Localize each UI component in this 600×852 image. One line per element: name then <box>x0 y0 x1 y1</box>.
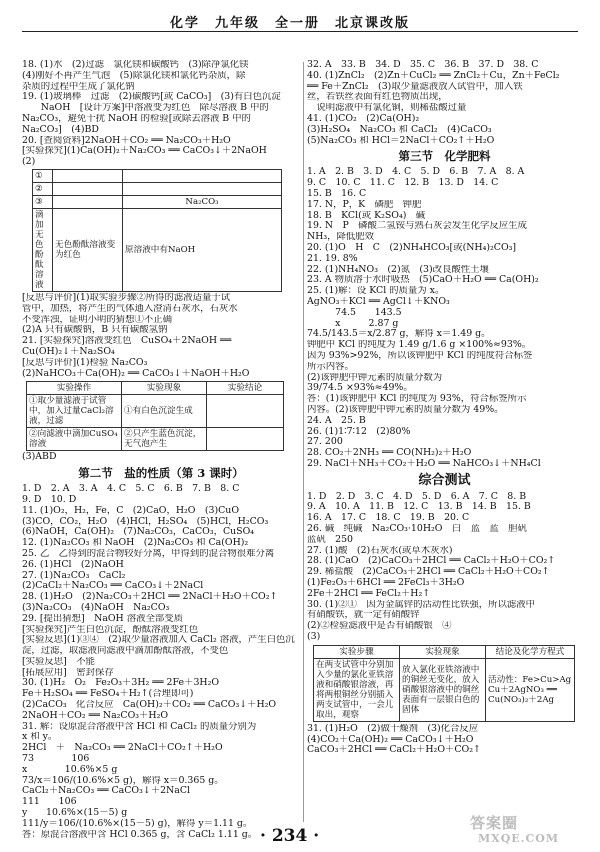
answer-line: 答：原混合溶液中含 HCl 0.365 g，含 CaCl₂ 1.11 g。 <box>22 829 258 840</box>
answer-line: [实验探究]产生白色沉淀，酚酞溶液变红色 <box>22 624 199 635</box>
header-rule <box>22 31 578 32</box>
answer-line: (2)该钾肥中钾元素的质量分数为 <box>307 372 443 383</box>
answer-line: 32. A 33. B 34. D 35. C 36. B 37. D 38. C <box>307 60 539 70</box>
answer-line: [反思与评价](1)检验 Na₂CO₃ <box>22 357 148 368</box>
answer-line: 21. [实验探究]溶液变红色 CuSO₄＋2NaOH ══ <box>22 336 232 347</box>
table-cell: ①有白色沉淀生成 <box>122 395 207 428</box>
table-cell: 原溶液中有NaOH <box>123 208 282 291</box>
right-bottom-block <box>307 492 582 643</box>
table-cell: 活动性：Fe>Cu>Ag Cu＋2AgNO₃ ══ Cu(NO₃)₂＋2Ag <box>486 658 575 721</box>
answer-line: 15. B 16. C <box>307 188 367 199</box>
answer-table-21 <box>26 381 284 451</box>
answer-line: 所示内容。 <box>307 361 354 372</box>
table-header: 结论及化学方程式 <box>486 645 575 658</box>
answer-line: (3)ABD <box>22 452 57 463</box>
answer-line: 28. CO₂＋2NH₃ ══ CO(NH₂)₂＋H₂O <box>307 448 472 459</box>
answer-line: 74.5/143.5＝x/2.87 g，解得 x＝1.49 g。 <box>307 329 491 340</box>
table-cell: Na₂CO₃ <box>123 195 282 208</box>
section-title: 第三节 化学肥料 <box>398 149 491 164</box>
answer-line: 111/y＝106/(10.6%×(15－5) g)，解得 y＝1.11 g。 <box>22 818 253 829</box>
answer-line: 73/x＝106/(10.6%×5 g)，解得 x＝0.365 g。 <box>22 775 224 786</box>
left-top-block <box>22 60 300 168</box>
answer-line: [实验反思](1)③④ (2)取少量溶液加入 CaCl₂ 溶液，产生白色沉 <box>22 635 295 646</box>
answer-line: Fe＋H₂SO₄ ══ FeSO₄＋H₂↑(合理即可) <box>22 689 194 700</box>
answer-line: 丝，若铁丝表面有红色物质出现， <box>307 92 448 103</box>
answer-line: 说明滤液中有氯化铜，则稀盐酸过量 <box>307 103 467 114</box>
answer-line: 73 106 <box>22 754 90 765</box>
table-cell: ②向滤液中滴加CuSO₄溶液 <box>27 428 122 451</box>
answer-line: 1. A 2. B 3. D 4. C 5. D 6. B 7. A 8. A <box>307 167 525 178</box>
table-cell <box>207 395 284 428</box>
watermark-logo: 答案圈 <box>470 814 519 832</box>
answer-line: 18. B KCl(或 K₂SO₄) 碱 <box>307 210 426 221</box>
answer-line: (1)Fe₂O₃＋6HCl ══ 2FeCl₃＋3H₂O <box>307 578 465 589</box>
right-top-block <box>307 60 582 146</box>
table-cell: ①取少量滤液于试管中，加入过量CaCl₂溶液，过滤 <box>27 395 122 428</box>
answer-line: (4)刚好不再产生气泡 (5)除氯化镁和氯化钙杂质，除 <box>22 70 246 81</box>
left-bottom-block <box>22 484 300 840</box>
table-cell: ③ <box>33 195 53 208</box>
answer-line: x 10.6%×5 g <box>22 764 118 775</box>
answer-line: 管中，加热，将产生的气体通入澄清石灰水，石灰水 <box>22 303 238 314</box>
answer-line: 40. (1)ZnCl₂ (2)Zn＋CuCl₂ ══ ZnCl₂＋Cu，Zn＋FeCl₂ <box>307 70 560 81</box>
answer-line: 19. (1)玻璃棒 过滤 (2)碳酸钙[或 CaCO₃] (3)有白色沉淀 <box>22 92 281 103</box>
answer-line: ══ Fe＋ZnCl₂ (3)取少量滤液放入试管中，加入铁 <box>307 81 523 92</box>
answer-line: 9. C 10. C 11. C 12. B 13. D 14. C <box>307 178 499 189</box>
table-cell: ① <box>33 169 53 182</box>
answer-line: 1. D 2. D 3. C 4. D 5. D 6. A 7. C 8. B <box>307 491 527 502</box>
answer-table-30 <box>313 645 580 722</box>
table-cell <box>53 195 123 208</box>
answer-line: CaCl₂＋Na₂CO₃ ══ CaCO₃↓＋2NaCl <box>22 786 191 797</box>
answer-line: 29. NaCl＋NH₃＋CO₂＋H₂O ══ NaHCO₃↓＋NH₄Cl <box>307 458 541 469</box>
answer-line: 27. (1)酸 (2)石灰水(或草木灰水) <box>307 545 453 556</box>
right-end-block <box>307 724 582 756</box>
answer-line: (2)A 只有碳酸钠，B 只有碳酸氢钠 <box>22 325 168 336</box>
answer-line: 答：(1)该钾肥中 KCl 的纯度为 93%，符合标签所示 <box>307 394 527 405</box>
answer-line: 20. [查阅资料]2NaOH＋CO₂ ══ Na₂CO₃＋H₂O <box>22 135 231 146</box>
answer-line: AgNO₃＋KCl ══ AgCl↓＋KNO₃ <box>307 296 450 307</box>
answer-line: (3)Na₂CO₃ (4)NaOH Na₂CO₃ <box>22 602 170 613</box>
column-divider <box>303 62 304 822</box>
answer-line: 有硝酸铁，就一定有硝酸锌 <box>307 610 420 621</box>
answer-line: 19. N P 磷酸二氢铵与熟石灰会发生化学反应生成 <box>307 221 527 232</box>
answer-line: 28. (1)CaO (2)CaCO₃＋2HCl ══ CaCl₂＋H₂O＋CO₂↑ <box>307 556 556 567</box>
answer-line: Na₂CO₃，避免干扰 NaOH 的检验[或除去溶液 B 中的 <box>22 113 251 124</box>
page-number: · 234 · <box>260 826 320 846</box>
table-cell: 无色酚酞溶液变为红色 <box>53 208 123 291</box>
page-header <box>0 8 600 32</box>
answer-line: (2)CaCO₃ 化合反应 Ca(OH)₂＋CO₂ ══ CaCO₃↓＋H₂O <box>22 700 277 711</box>
answer-line: 29. 稀盐酸 (2)CaCO₃＋2HCl ══ CaCl₂＋H₂O＋CO₂↑ <box>307 567 550 578</box>
answer-line: 27. 200 <box>307 437 343 448</box>
watermark-url: MXQE.COM <box>478 832 560 845</box>
answer-line: 淀，过滤，取滤液向滤液中滴加酚酞溶液，不变色 <box>22 646 229 657</box>
table-cell <box>123 169 282 182</box>
answer-line: 12. (1)Na₂CO₃ 和 NaOH (2)Na₂CO₃ 和 Ca(OH)₂ <box>22 538 249 549</box>
table-cell: 在两支试管中分别加入少量的氯化亚铁溶液和硝酸银溶液，再将两根铜丝分别插入两支试管中，一会儿取出，观察 <box>314 658 400 721</box>
answer-line: 钾肥中 KCl 的纯度为 1.49 g/1.6 g ×100%≈93%。 <box>307 340 532 351</box>
answer-line: [反思与评价](1)取实验步骤②所得的滤液适量于试 <box>22 292 231 303</box>
answer-line: (2)NaHCO₃＋Ca(OH)₂ ══ CaCO₃↓＋NaOH＋H₂O <box>22 368 250 379</box>
table-header: 实验现象 <box>122 382 207 395</box>
answer-line: 2Fe＋2HCl ══ FeCl₂＋H₂↑ <box>307 588 431 599</box>
answer-line: 内容。(2)该钾肥中钾元素的质量分数为 49%。 <box>307 404 504 415</box>
answer-line: NaOH [设计方案]中溶液变为红色 除尽溶液 B 中的 <box>22 103 269 114</box>
answer-line: 20. (1)O H C (2)NH₄HCO₃[或(NH₄)₂CO₃] <box>307 242 517 253</box>
table-header: 实验结论 <box>207 382 284 395</box>
answer-line: 26. 碱 纯碱 Na₂CO₃·10H₂O 白 蓝 蓝 胆矾 <box>307 524 527 535</box>
answer-line: (2) <box>22 157 36 168</box>
answer-line: 26. (1)1∶7∶12 (2)80% <box>307 426 411 437</box>
table-header: 实验操作 <box>27 382 122 395</box>
answer-line: 22. (1)NH₄NO₃ (2)氮 (3)改良酸性土壤 <box>307 264 489 275</box>
table-cell: ② <box>33 182 53 195</box>
answer-line: [实验反思] 不能 <box>22 656 95 667</box>
answer-line: 25. 乙 乙得到的混合物较好分离，甲得到的混合物很难分离 <box>22 548 275 559</box>
table-cell: 滴加无色酚酞溶液 <box>33 208 53 291</box>
right-column <box>307 60 582 756</box>
answer-line: 23. A 物质溶于水时吸热 (5)CaO＋H₂O ══ Ca(OH)₂ <box>307 275 539 286</box>
answer-line: [实验探究](1)Ca(OH)₂＋Na₂CO₃ ══ CaCO₃↓＋2NaOH <box>22 146 267 157</box>
answer-line: 31. (1)H₂O (2)做干燥剂 (3)化合反应 <box>307 723 479 734</box>
table-cell <box>123 182 282 195</box>
table-header: 实验步骤 <box>314 645 400 658</box>
answer-line: (3) <box>307 632 321 643</box>
answer-line: CaCO₃＋2HCl ══ CaCl₂＋H₂O＋CO₂↑ <box>307 745 481 756</box>
answer-line: 24. A 25. B <box>307 415 366 426</box>
answer-line: (2)CaCl₂＋Na₂CO₃ ══ CaCO₃↓＋2NaCl <box>22 581 204 592</box>
table-header: 实验现象 <box>400 645 486 658</box>
answer-line: 不变浑浊，证明小明的猜想①不正确 <box>22 314 173 325</box>
answer-line: 30. (1)H₂ O₂ Fe₂O₃＋3H₂ ══ 2Fe＋3H₂O <box>22 678 220 689</box>
answer-table-20 <box>32 169 282 292</box>
answer-line: 29. [提出猜想] NaOH 溶液全部变质 <box>22 613 183 624</box>
answer-line: 11. (1)O₂，H₂，Fe，C (2)CaO，H₂O (3)CuO <box>22 505 240 516</box>
answer-line: 30. (1)②① 因为金属锌的活动性比铁强，所以滤液中 <box>307 599 536 610</box>
answer-line: 27. (1)Na₂CO₃ CaCl₂ <box>22 570 126 581</box>
table-cell <box>53 182 123 195</box>
left-mid-block <box>22 293 300 379</box>
answer-line: Cu(OH)₂↓＋Na₂SO₄ <box>22 346 115 357</box>
answer-line: 因为 93%>92%，所以该钾肥中 KCl 的纯度符合标签 <box>307 350 533 361</box>
answer-line: 9. A 10. A 11. B 12. C 13. B 14. B 15. B <box>307 502 531 513</box>
table-cell: 放入氯化亚铁溶液中的铜丝无变化，放入硝酸银溶液中的铜丝表面有一层银白色的固体 <box>400 658 486 721</box>
answer-line: (5)Na₂CO₃ 和 HCl＝2NaCl＋CO₂↑＋H₂O <box>307 135 495 146</box>
answer-line: 18. (1)水 (2)过滤 氯化镁和碳酸钙 (3)除净氯化镁 <box>22 60 249 70</box>
left-column <box>22 60 300 840</box>
answer-line: 41. (1)CO₂ (2)Ca(OH)₂ <box>307 113 420 124</box>
answer-line: 17. N，P，K 磷肥 钾肥 <box>307 199 422 210</box>
answer-line: (6)NaOH，Ca(OH)₂ (7)Na₂CO₃，CaCO₃，CuSO₄ <box>22 527 255 538</box>
right-mid-block <box>307 167 582 469</box>
answer-line: 16. A 17. C 18. C 19. B 20. C <box>307 513 470 524</box>
answer-line: 杂质的过程中生成了氯化钠 <box>22 81 135 92</box>
answer-line: 9. D 10. D <box>22 494 77 505</box>
table-cell: ②只产生蓝色沉淀，无气泡产生 <box>122 428 207 451</box>
answer-line: 2HCl ＋ Na₂CO₃ ══ 2NaCl＋CO₂↑＋H₂O <box>22 743 223 754</box>
answer-line: 21. 19. 8% <box>307 253 358 264</box>
answer-line: 2NaOH＋CO₂ ══ Na₂CO₃＋H₂O <box>22 710 169 721</box>
answer-line: 1. D 2. A 3. A 4. C 5. C 6. B 7. B 8. C <box>22 484 240 495</box>
answer-line: Na₂CO₃] (4)BD <box>22 124 99 135</box>
answer-line: 74.5 143.5 <box>307 307 402 318</box>
answer-line: 25. (1)解：设 KCl 的质量为 x。 <box>307 286 445 297</box>
answer-line: (3)CO，CO₂，H₂O (4)HCl，H₂SO₄ (5)HCl，H₂CO₃ <box>22 516 269 527</box>
answer-line: (3)H₂SO₄ Na₂CO₃ 和 CaCl₂ (4)CaCO₃ <box>307 124 492 135</box>
answer-line: 31. 解：设原混合溶液中含 HCl 和 CaCl₂ 的质量分别为 <box>22 721 257 732</box>
answer-line: NH₃，降低肥效 <box>307 232 375 243</box>
answer-line: (2)②检验滤液中是否有硝酸银 ④ <box>307 621 452 632</box>
answer-line: 26. (1)HCl (2)NaOH <box>22 559 124 570</box>
section-title: 综合测试 <box>418 472 471 488</box>
section-title: 第二节 盐的性质（第 3 课时） <box>78 466 244 481</box>
table-cell <box>207 428 284 451</box>
answer-line: (4)CO₂＋Ca(OH)₂ ══ CaCO₃↓＋H₂O <box>307 734 474 745</box>
answer-line: y 10.6%×(15－5) g <box>22 808 128 819</box>
answer-line: 39/74.5 ×93%≈49%。 <box>307 383 413 394</box>
answer-line: 28. (1)H₂O (2)Na₂CO₃＋2HCl ══ 2NaCl＋H₂O＋CO₂↑ <box>22 592 278 603</box>
answer-line: x 2.87 g <box>307 318 399 329</box>
answer-line: x 和 y。 <box>22 732 58 743</box>
table-cell <box>53 169 123 182</box>
answer-line: 111 106 <box>22 797 77 808</box>
answer-line: 蓝矾 250 <box>307 534 354 545</box>
header-title: 化学 九年级 全一册 北京课改版 <box>170 16 411 31</box>
answer-line: [拓展应用] 密封保存 <box>22 667 114 678</box>
